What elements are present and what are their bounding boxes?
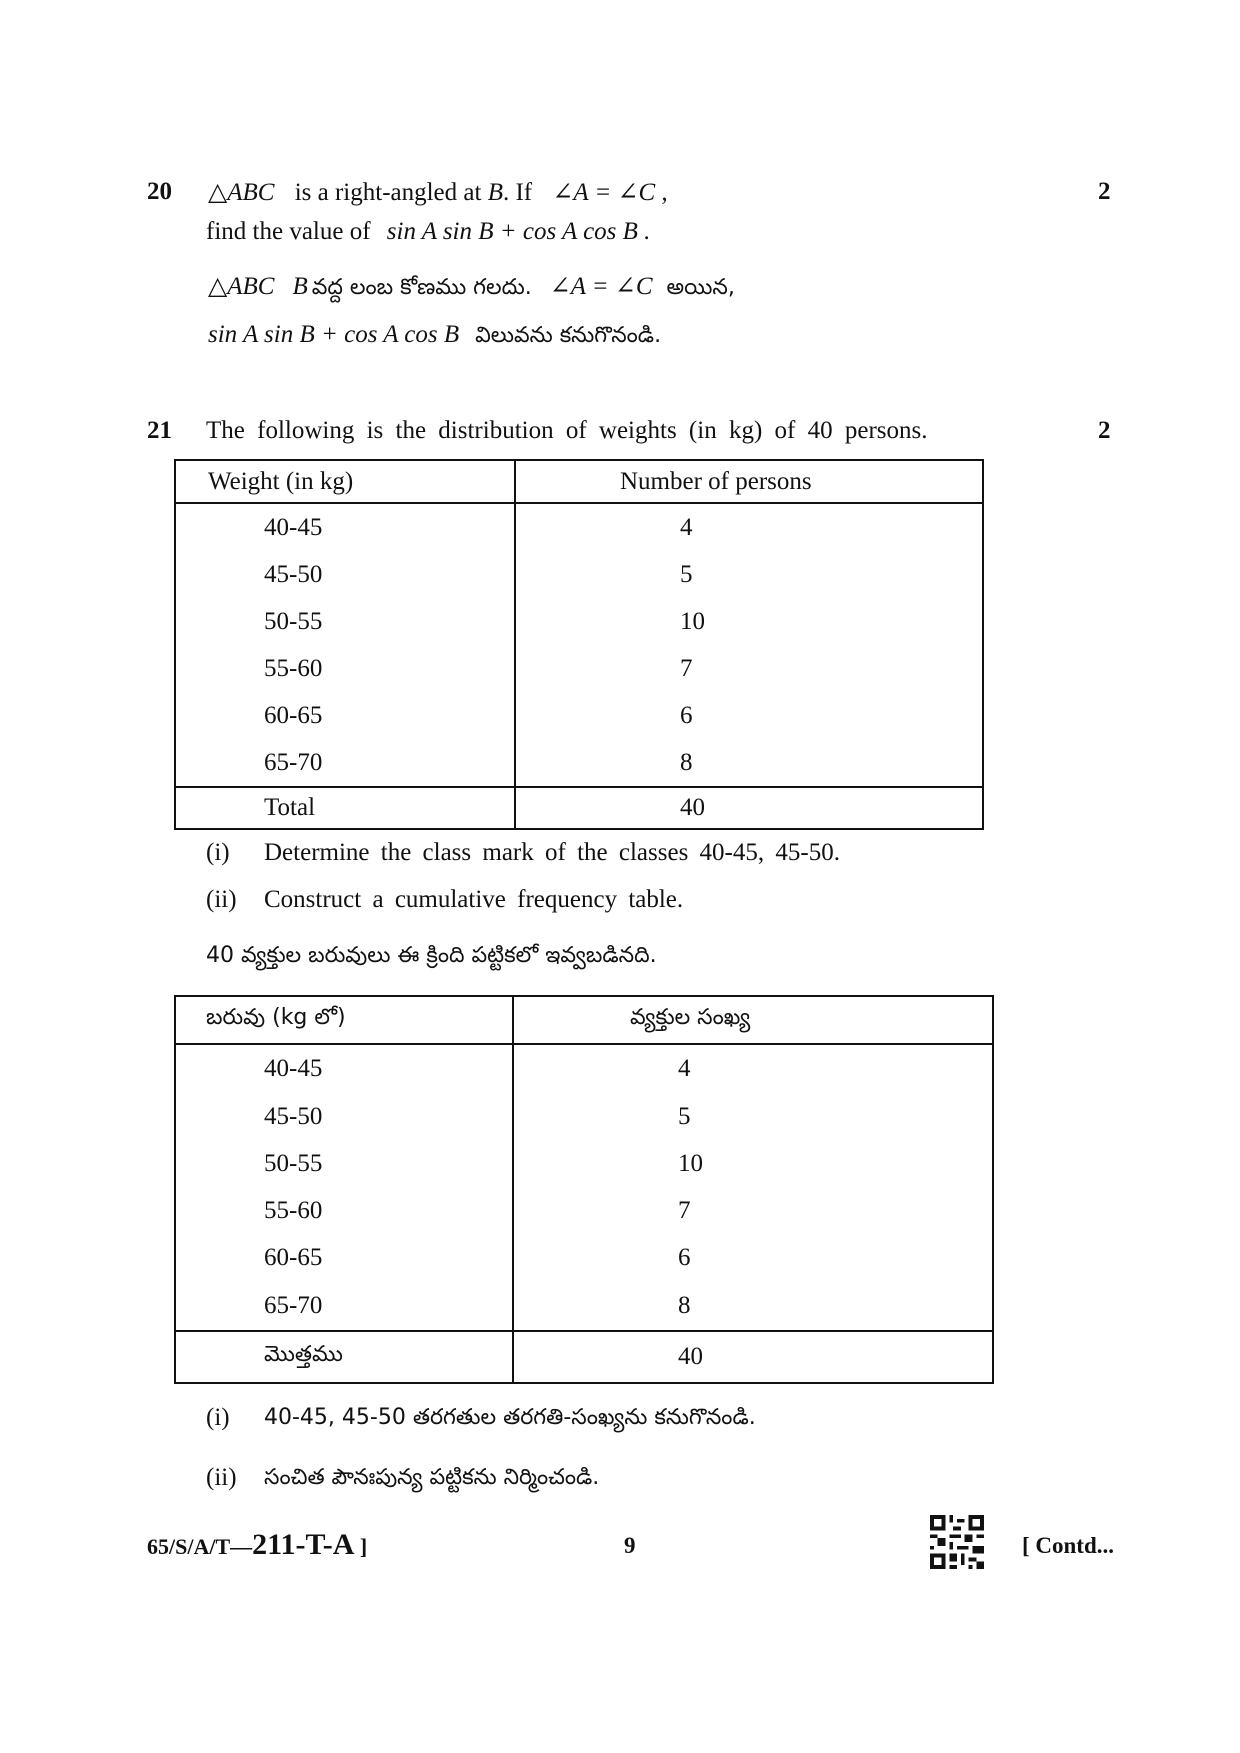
table-row — [175, 692, 983, 739]
weight-cell: 45-50 — [175, 1093, 513, 1140]
q20-expression: sin A sin B + cos A cos B . — [386, 218, 651, 245]
q20-telugu-line1 — [208, 272, 735, 305]
table-row — [175, 645, 983, 692]
persons-cell: 4 — [513, 1044, 993, 1093]
total-value: 40 — [515, 787, 983, 829]
weight-cell: 60-65 — [175, 1234, 513, 1281]
table-row — [175, 1140, 993, 1187]
weights-table-english — [174, 459, 984, 830]
q20-te-find: విలువను కనుగొనండి. — [475, 323, 662, 348]
q20-te-text: వద్ద లంబ కోణము గలదు. — [311, 275, 532, 300]
q21-part-ii-label: (ii) — [206, 886, 237, 913]
table-header-weight: Weight (in kg) — [175, 460, 515, 503]
weight-cell: 50-55 — [175, 1140, 513, 1187]
table-row — [175, 1044, 993, 1093]
q21-part-i-text: Determine the class mark of the classes 40-45, 45-50. — [264, 839, 840, 866]
angle-condition-te: ∠A = ∠C — [549, 273, 653, 300]
table-row — [175, 503, 983, 551]
question-number-20: 20 — [147, 178, 172, 205]
q21-intro-telugu: 40 వ్యక్తుల బరువులు ఈ క్రింది పట్టికలో ఇవ్వబడినది. — [206, 943, 657, 968]
vertex-b: B — [487, 179, 503, 206]
weights-table-telugu — [174, 995, 994, 1384]
page-number: 9 — [624, 1533, 636, 1558]
weight-cell: 55-60 — [175, 1187, 513, 1234]
q21-te-part-ii-label: (ii) — [206, 1464, 237, 1491]
persons-cell: 4 — [515, 503, 983, 551]
weight-cell: 65-70 — [175, 739, 515, 787]
table-row — [175, 1281, 993, 1331]
weight-cell: 65-70 — [175, 1281, 513, 1331]
q20-te-expression: sin A sin B + cos A cos B — [208, 321, 460, 348]
total-value: 40 — [513, 1331, 993, 1383]
paper-code-suffix: ] — [354, 1534, 368, 1559]
marks-20: 2 — [1098, 178, 1111, 205]
triangle-abc: △ABC — [208, 179, 275, 206]
paper-code-main: 211-T-A — [252, 1528, 355, 1561]
table-header-persons-te: వ్యక్తుల సంఖ్య — [513, 996, 993, 1044]
table-row — [175, 1187, 993, 1234]
persons-cell: 10 — [513, 1140, 993, 1187]
q21-part-ii-text: Construct a cumulative frequency table. — [264, 886, 684, 913]
q20-te-end: అయిన, — [666, 275, 735, 300]
persons-cell: 8 — [515, 739, 983, 787]
question-number-21: 21 — [147, 417, 172, 444]
weight-cell: 40-45 — [175, 503, 515, 551]
weight-cell: 40-45 — [175, 1044, 513, 1093]
vertex-b-te: B — [292, 273, 308, 300]
persons-cell: 7 — [513, 1187, 993, 1234]
total-label-te: మొత్తము — [175, 1331, 513, 1383]
persons-cell: 5 — [515, 551, 983, 598]
q20-telugu-line2 — [208, 320, 661, 353]
table-row — [175, 739, 983, 787]
q20-english-line1 — [208, 178, 668, 208]
qr-code-icon — [930, 1515, 984, 1569]
q21-te-part-ii-text: సంచిత పౌనఃపున్య పట్టికను నిర్మించండి. — [264, 1465, 600, 1490]
total-label: Total — [175, 787, 515, 829]
q21-part-i-label: (i) — [206, 839, 230, 866]
persons-cell: 7 — [515, 645, 983, 692]
persons-cell: 10 — [515, 598, 983, 645]
weight-cell: 60-65 — [175, 692, 515, 739]
total-row — [175, 787, 983, 829]
weight-cell: 45-50 — [175, 551, 515, 598]
persons-cell: 8 — [513, 1281, 993, 1331]
persons-cell: 6 — [513, 1234, 993, 1281]
persons-cell: 5 — [513, 1093, 993, 1140]
paper-code-prefix: 65/S/A/T— — [147, 1534, 253, 1559]
paper-code — [147, 1528, 367, 1562]
marks-21: 2 — [1098, 417, 1111, 444]
q20-text-if: . If — [502, 179, 533, 206]
weight-cell: 55-60 — [175, 645, 515, 692]
angle-condition: ∠A = ∠C , — [552, 179, 668, 206]
persons-cell: 6 — [515, 692, 983, 739]
q20-text-find: find the value of — [206, 218, 371, 245]
total-row — [175, 1331, 993, 1383]
table-row — [175, 598, 983, 645]
table-header-weight-te: బరువు (kg లో) — [175, 996, 513, 1044]
continued-label: [ Contd... — [1022, 1533, 1115, 1558]
triangle-abc-te: △ABC — [208, 273, 275, 300]
q21-te-part-i-text: 40-45, 45-50 తరగతుల తరగతి-సంఖ్యను కనుగొనండి. — [264, 1405, 756, 1430]
table-header-persons: Number of persons — [515, 460, 983, 503]
q21-intro: The following is the distribution of weights (in kg) of 40 persons. — [206, 417, 928, 444]
q21-te-part-i-label: (i) — [206, 1404, 230, 1431]
table-row — [175, 1093, 993, 1140]
weight-cell: 50-55 — [175, 598, 515, 645]
q20-english-line2 — [206, 217, 650, 247]
q20-text-right-angled: is a right-angled at — [294, 179, 482, 206]
table-row — [175, 1234, 993, 1281]
table-row — [175, 551, 983, 598]
